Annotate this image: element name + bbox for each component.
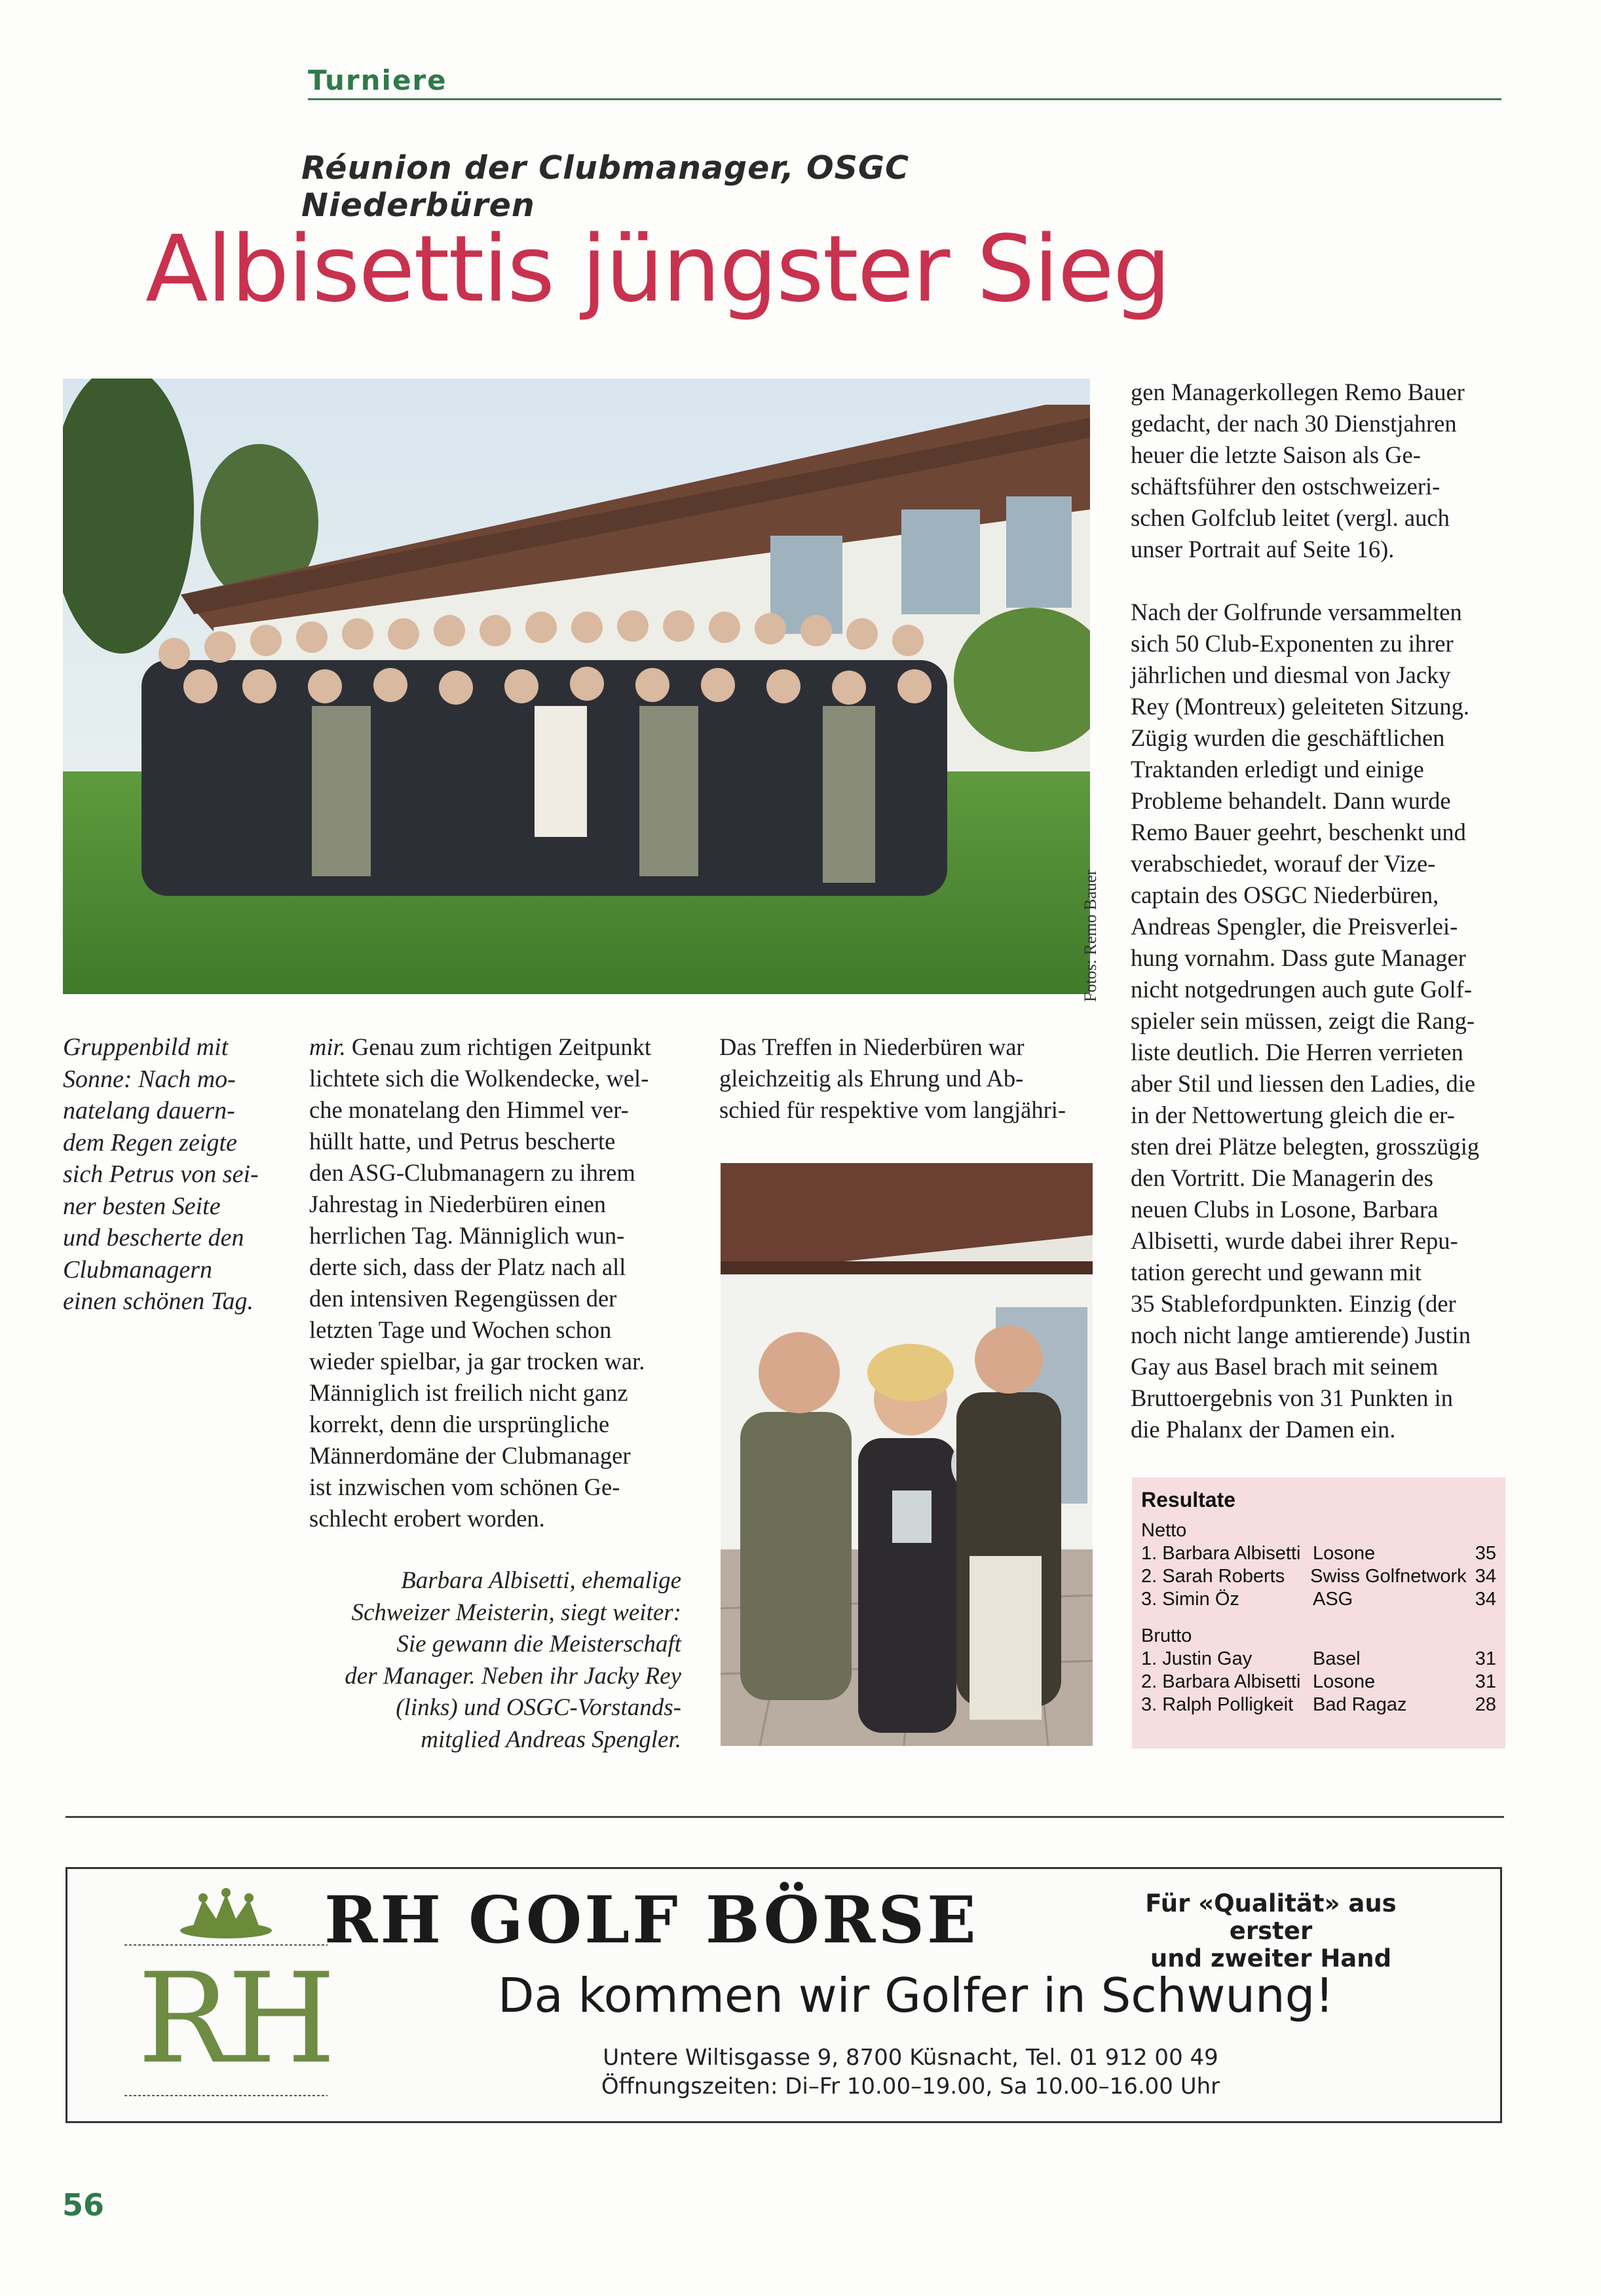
- netto-heading: Netto: [1141, 1520, 1187, 1541]
- ad-contact: [524, 2043, 1297, 2101]
- ad-slogan: Da kommen wir Golfer in Schwung!: [498, 1968, 1334, 2023]
- ad-quality-claim: Für «Qualität» aus erster und zweiter Hand: [1145, 1889, 1397, 1972]
- group-photo-caption: Gruppenbild mit Sonne: Nach mo- natelang dauern- dem Regen zeigte sich Petrus von sei- ner besten Seite und bescherte den Clubmanagern einen schönen Tag.: [63, 1033, 259, 1315]
- result-row: 3. Ralph Polligkeit Bad Ragaz 28: [1141, 1694, 1496, 1715]
- photo-credit: Fotos: Remo Bauer: [1081, 869, 1100, 1002]
- group-photo: [63, 379, 1090, 994]
- page-number: 56: [62, 2187, 105, 2223]
- rh-logo: [118, 1879, 334, 2105]
- result-row: 1. Justin Gay Basel 31: [1141, 1648, 1496, 1669]
- section-rule: [308, 98, 1501, 100]
- section-label: Turniere: [308, 64, 447, 96]
- ad-address: Untere Wiltisgasse 9, 8700 Küsnacht, Tel. 01 912 00 49: [603, 2045, 1218, 2071]
- winner-photo-caption: Barbara Albisetti, ehemalige Schweizer Meisterin, siegt weiter: Sie gewann die Meisterschaft der Manager. Neben ihr Jacky Rey (links) und OSGC-Vorstands- mitglied Andreas Spengler.: [345, 1567, 681, 1753]
- article-column-4: gen Managerkollegen Remo Bauer gedacht, der nach 30 Dienstjahren heuer die letzte Saison als Ge- schäftsführer den ostschweizeri- schen Golfclub leitet (vergl. auch unser Portrait auf Seite 16). Nach der Golfrunde versammelten sich 50 Club-Exponenten zu ihrer jährlichen und diesmal von Jacky Rey (Montreux) geleiteten Sitzung. Zügig wurden die geschäftlichen Traktanden erledigt und einige Probleme behandelt. Dann wurde Remo Bauer geehrt, beschenkt und verabschiedet, worauf der Vize- captain des OSGC Niederbüren, Andreas Spengler, die Preisverlei- hung vornahm. Dass gute Manager nicht notgedrungen auch gute Golf- spieler sein müssen, zeigt die Rang- liste deutlich. Die Herren verrieten aber Stil und liessen den Ladies, die in der Nettowertung gleich die er- sten drei Plätze belegten, grosszügig den Vortritt. Die Managerin des neuen Clubs in Losone, Barbara Albisetti, wurde dabei ihrer Repu- tation gerecht und gewann mit 35 Stablefordpunkten. Einzig (der noch nicht lange amtierende) Justin Gay aus Basel brach mit seinem Bruttoergebnis von 31 Punkten in die Phalanx der Damen ein.: [1131, 379, 1480, 1443]
- article-column-2: mir. Genau zum richtigen Zeitpunkt lichtete sich die Wolkendecke, wel- che monatelang den Himmel ver- hüllt hatte, und Petrus bescherte den ASG-Clubmanagern zu ihrem Jahrestag in Niederbüren einen herrlichen Tag. Männiglich wun- derte sich, dass der Platz nach all den intensiven Regengüssen der letzten Tage und Wochen schon wieder spielbar, ja gar trocken war. Männiglich ist freilich nicht ganz korrekt, denn die ursprüngliche Männerdomäne der Clubmanager ist inzwischen vom schönen Ge- schlecht erobert worden.: [309, 1033, 652, 1532]
- ad-brand-name: RH GOLF BÖRSE: [324, 1883, 979, 1958]
- results-box: [1132, 1477, 1505, 1749]
- results-title: Resultate: [1141, 1488, 1236, 1511]
- article-column-3: Das Treffen in Niederbüren war gleichzeitig als Ehrung und Ab- schied für respektive vom langjähri-: [719, 1033, 1066, 1123]
- result-row: 2. Sarah Roberts Swiss Golfnetwork 34: [1141, 1566, 1496, 1587]
- ad-opening-hours: Öffnungszeiten: Di–Fr 10.00–19.00, Sa 10.00–16.00 Uhr: [601, 2073, 1220, 2100]
- page-divider: [66, 1816, 1504, 1818]
- brutto-heading: Brutto: [1141, 1625, 1192, 1646]
- result-row: 1. Barbara Albisetti Losone 35: [1141, 1543, 1496, 1564]
- article-kicker: Réunion der Clubmanager, OSGC Niederbüren: [301, 149, 910, 224]
- result-row: 2. Barbara Albisetti Losone 31: [1141, 1671, 1496, 1692]
- lead-word: mir.: [309, 1033, 346, 1060]
- result-row: 3. Simin Öz ASG 34: [1141, 1589, 1496, 1610]
- rh-logo-letters: RH: [138, 1946, 332, 2091]
- winner-photo: [721, 1163, 1093, 1746]
- article-headline: Albisettis jüngster Sieg: [145, 216, 1170, 323]
